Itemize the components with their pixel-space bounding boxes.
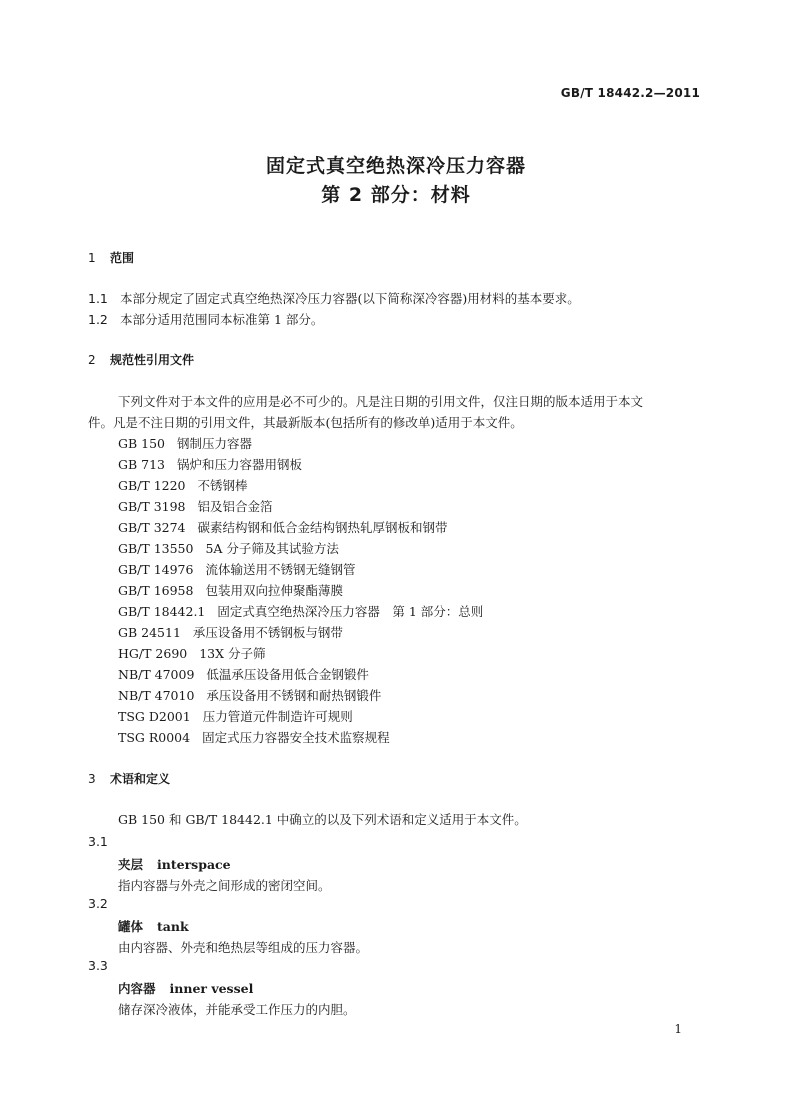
clause-1-1 [88, 289, 580, 307]
section-number: 3 [88, 772, 96, 786]
term-number: 3.2 [88, 896, 108, 911]
reference-code: GB/T 13550 [118, 541, 194, 556]
reference-title: 低温承压设备用低合金钢锻件 [206, 667, 369, 682]
reference-title: 固定式压力容器安全技术监察规程 [202, 730, 390, 745]
reference-code: GB 713 [118, 457, 166, 472]
terms-intro: GB 150 和 GB/T 18442.1 中确立的以及下列术语和定义适用于本文件。 [118, 812, 527, 827]
reference-title: 铝及铝合金箔 [197, 499, 273, 514]
clause-number: 1.1 [88, 291, 108, 306]
reference-title: 不锈钢棒 [197, 478, 248, 493]
references-intro-line1: 下列文件对于本文件的应用是必不可少的。凡是注日期的引用文件，仅注日期的版本适用于本文 [118, 394, 644, 409]
document-subtitle: 第 2 部分：材料 [321, 184, 471, 206]
reference-item [118, 707, 353, 725]
clause-text: 本部分适用范围同本标准第 1 部分。 [120, 312, 324, 327]
term-definition: 储存深冷液体，并能承受工作压力的内胆。 [118, 1002, 356, 1017]
term-chinese: 夹层 [118, 857, 144, 872]
reference-title: 锅炉和压力容器用钢板 [177, 457, 303, 472]
reference-code: GB/T 3274 [118, 520, 186, 535]
section-title: 范围 [110, 251, 135, 265]
reference-item [118, 623, 343, 641]
document-title: 固定式真空绝热深冷压力容器 [265, 155, 526, 177]
term-chinese: 内容器 [118, 981, 156, 996]
section-title: 规范性引用文件 [110, 353, 195, 367]
reference-title: 包装用双向拉伸聚酯薄膜 [205, 583, 343, 598]
reference-code: GB 24511 [118, 625, 181, 640]
reference-item [118, 434, 252, 452]
reference-code: NB/T 47010 [118, 688, 195, 703]
reference-code: GB/T 3198 [118, 499, 186, 514]
section-number: 2 [88, 353, 96, 367]
reference-title: 压力管道元件制造许可规则 [202, 709, 353, 724]
term-name [118, 917, 189, 935]
reference-item [118, 560, 355, 578]
section-title: 术语和定义 [110, 772, 171, 786]
reference-code: GB/T 14976 [118, 562, 194, 577]
section-heading-terms [88, 770, 170, 787]
reference-title: 13X 分子筛 [199, 646, 266, 661]
reference-item [118, 518, 448, 536]
reference-title: 钢制压力容器 [177, 436, 253, 451]
reference-item [118, 476, 248, 494]
reference-title: 5A 分子筛及其试验方法 [205, 541, 339, 556]
reference-code: GB/T 1220 [118, 478, 186, 493]
term-name [118, 855, 231, 873]
reference-item [118, 665, 369, 683]
section-heading-scope [88, 249, 134, 266]
term-english: inner vessel [169, 981, 254, 996]
reference-title: 固定式真空绝热深冷压力容器 第 1 部分：总则 [217, 604, 484, 619]
reference-title: 流体输送用不锈钢无缝钢管 [205, 562, 356, 577]
reference-code: HG/T 2690 [118, 646, 188, 661]
reference-code: GB 150 [118, 436, 166, 451]
reference-item [118, 539, 339, 557]
reference-title: 承压设备用不锈钢和耐热钢锻件 [206, 688, 382, 703]
term-definition: 由内容器、外壳和绝热层等组成的压力容器。 [118, 940, 369, 955]
reference-item [118, 602, 483, 620]
term-name [118, 979, 253, 997]
term-number: 3.1 [88, 834, 108, 849]
reference-code: TSG R0004 [118, 730, 191, 745]
reference-code: TSG D2001 [118, 709, 191, 724]
reference-code: GB/T 18442.1 [118, 604, 206, 619]
reference-title: 承压设备用不锈钢板与钢带 [192, 625, 343, 640]
reference-item [118, 455, 302, 473]
reference-item [118, 644, 266, 662]
standard-code: GB/T 18442.2—2011 [560, 86, 700, 100]
reference-item [118, 581, 343, 599]
term-definition: 指内容器与外壳之间形成的密闭空间。 [118, 878, 331, 893]
reference-title: 碳素结构钢和低合金结构钢热轧厚钢板和钢带 [197, 520, 448, 535]
page-number: 1 [674, 1022, 682, 1036]
term-number: 3.3 [88, 958, 108, 973]
reference-item [118, 728, 390, 746]
section-number: 1 [88, 251, 96, 265]
term-english: tank [157, 919, 189, 934]
reference-code: GB/T 16958 [118, 583, 194, 598]
references-intro-line2: 件。凡是不注日期的引用文件，其最新版本(包括所有的修改单)适用于本文件。 [88, 415, 523, 430]
section-heading-normative-references [88, 351, 194, 368]
reference-item [118, 686, 381, 704]
reference-code: NB/T 47009 [118, 667, 195, 682]
clause-1-2 [88, 310, 323, 328]
term-english: interspace [157, 857, 231, 872]
clause-text: 本部分规定了固定式真空绝热深冷压力容器(以下简称深冷容器)用材料的基本要求。 [120, 291, 580, 306]
reference-item [118, 497, 273, 515]
clause-number: 1.2 [88, 312, 108, 327]
term-chinese: 罐体 [118, 919, 144, 934]
